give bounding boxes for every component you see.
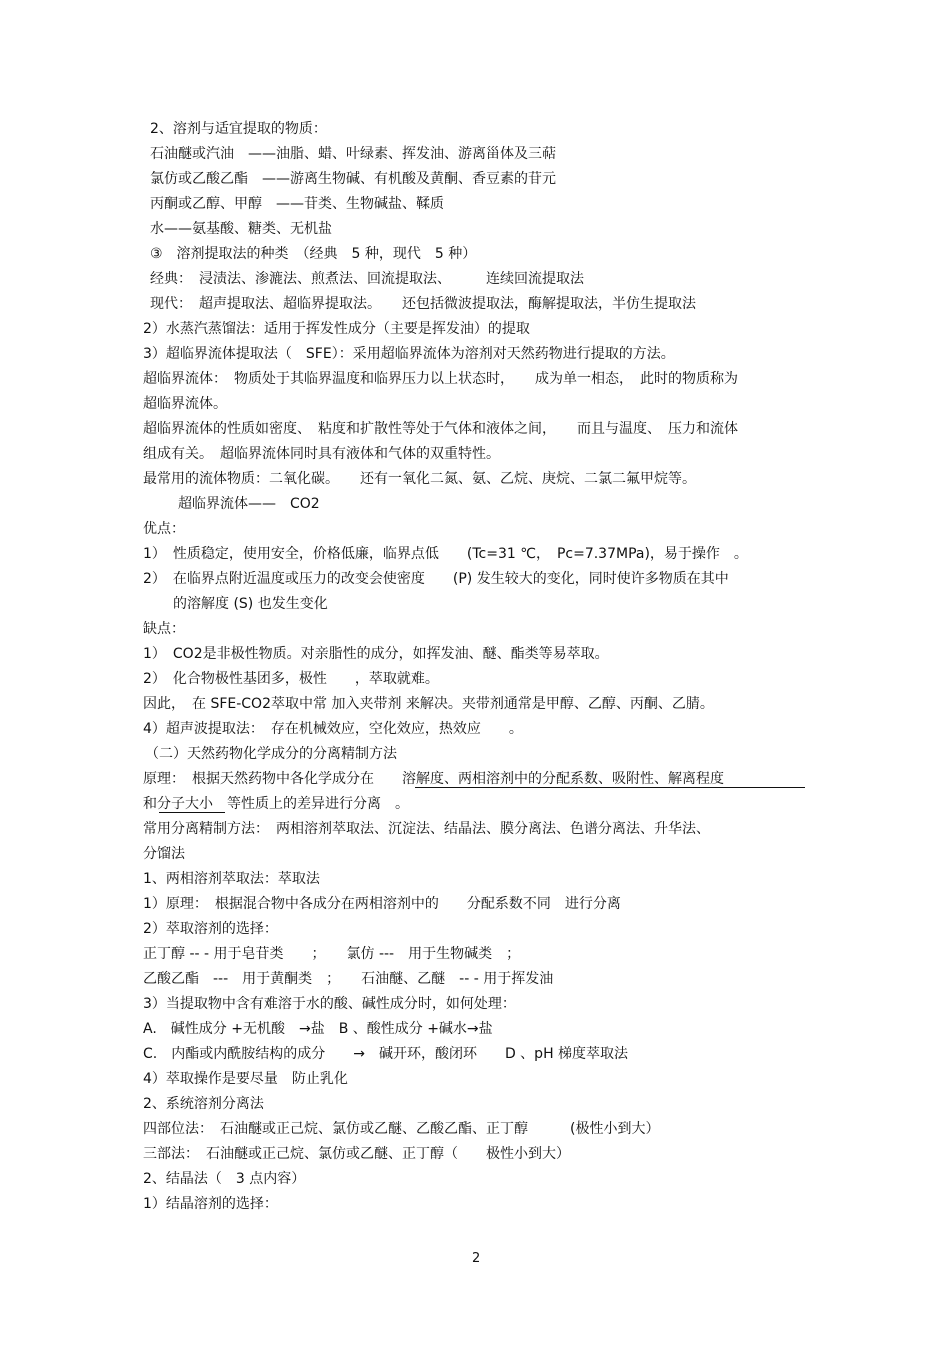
text-line: 1） 性质稳定，使用安全，价格低廉，临界点低 (Tc=31 ℃， Pc=7.37MPa)，易于操作 。	[143, 546, 748, 562]
text-line: 4）萃取操作是要尽量 防止乳化	[143, 1071, 348, 1087]
text-line: 丙酮或乙醇、甲醇 ——苷类、生物碱盐、鞣质	[150, 196, 444, 212]
text-line: 超临界流体： 物质处于其临界温度和临界压力以上状态时， 成为单一相态， 此时的物质称为	[143, 371, 738, 387]
text-line: 组成有关。 超临界流体同时具有液体和气体的双重特性。	[143, 446, 500, 462]
text-line: 正丁醇 -- - 用于皂苷类 ； 氯仿 --- 用于生物碱类 ；	[143, 946, 521, 962]
text-line: 1） CO2是非极性物质。对亲脂性的成分，如挥发油、醚、酯类等易萃取。	[143, 646, 609, 662]
text-line: 优点：	[143, 521, 185, 537]
underline-rule	[159, 812, 225, 813]
text-line: 的溶解度 (S) 也发生变化	[173, 596, 328, 612]
text-line: 3）当提取物中含有难溶于水的酸、碱性成分时，如何处理：	[143, 996, 516, 1012]
text-line: 2、溶剂与适宜提取的物质：	[150, 121, 327, 137]
text-line: ③ 溶剂提取法的种类 （经典 5 种，现代 5 种）	[150, 246, 477, 262]
text-line: 3）超临界流体提取法（ SFE）：采用超临界流体为溶剂对天然药物进行提取的方法。	[143, 346, 675, 362]
text-line: 经典： 浸渍法、渗漉法、煎煮法、回流提取法、 连续回流提取法	[150, 271, 584, 287]
text-line: 缺点：	[143, 621, 185, 637]
text-line: 原理： 根据天然药物中各化学成分在 溶解度、两相溶剂中的分配系数、吸附性、解离程度	[143, 771, 724, 787]
text-line: 乙酸乙酯 --- 用于黄酮类 ； 石油醚、乙醚 -- - 用于挥发油	[143, 971, 554, 987]
section-heading: （二）天然药物化学成分的分离精制方法	[145, 746, 397, 762]
text-line: 三部法： 石油醚或正己烷、氯仿或乙醚、正丁醇（ 极性小到大）	[143, 1146, 570, 1162]
text-line: 2） 在临界点附近温度或压力的改变会使密度 (P) 发生较大的变化，同时使许多物质在其中	[143, 571, 729, 587]
text-line: A. 碱性成分 +无机酸 →盐 B 、酸性成分 +碱水→盐	[143, 1021, 493, 1037]
text-line: 2） 化合物极性基团多，极性 ，萃取就难。	[143, 671, 439, 687]
text-line: 4）超声波提取法： 存在机械效应，空化效应，热效应 。	[143, 721, 523, 737]
text-line: 2、系统溶剂分离法	[143, 1096, 264, 1112]
text-line: 水——氨基酸、糖类、无机盐	[150, 221, 332, 237]
text-line: 四部位法： 石油醚或正己烷、氯仿或乙醚、乙酸乙酯、正丁醇 (极性小到大）	[143, 1121, 660, 1137]
text-line: C. 内酯或内酰胺结构的成分 → 碱开环，酸闭环 D 、pH 梯度萃取法	[143, 1046, 629, 1062]
text-line: 2）水蒸汽蒸馏法：适用于挥发性成分（主要是挥发油）的提取	[143, 321, 530, 337]
text-line: 和分子大小 等性质上的差异进行分离 。	[143, 796, 409, 812]
text-line: 2）萃取溶剂的选择：	[143, 921, 278, 937]
text-line: 超临界流体的性质如密度、 粘度和扩散性等处于气体和液体之间， 而且与温度、 压力和流体	[143, 421, 738, 437]
text-line: 1）结晶溶剂的选择：	[143, 1196, 278, 1212]
text-line: 分馏法	[143, 846, 185, 862]
text-line: 1、两相溶剂萃取法：萃取法	[143, 871, 320, 887]
text-line: 最常用的流体物质：二氧化碳。 还有一氧化二氮、氨、乙烷、庚烷、二氯二氟甲烷等。	[143, 471, 696, 487]
text-line: 因此， 在 SFE-CO2萃取中常 加入夹带剂 来解决。夹带剂通常是甲醇、乙醇、丙酮、乙腈。	[143, 696, 714, 712]
text-line: 超临界流体—— CO2	[178, 496, 320, 512]
text-line: 2、结晶法（ 3 点内容）	[143, 1171, 306, 1187]
text-line: 1）原理： 根据混合物中各成分在两相溶剂中的 分配系数不同 进行分离	[143, 896, 621, 912]
text-line: 常用分离精制方法： 两相溶剂萃取法、沉淀法、结晶法、膜分离法、色谱分离法、升华法、	[143, 821, 710, 837]
underline-rule	[415, 787, 805, 788]
text-line: 超临界流体。	[143, 396, 227, 412]
text-line: 氯仿或乙酸乙酯 ——游离生物碱、有机酸及黄酮、香豆素的苷元	[150, 171, 556, 187]
text-line: 现代： 超声提取法、超临界提取法。 还包括微波提取法，酶解提取法，半仿生提取法	[150, 296, 696, 312]
page-number: 2	[472, 1251, 481, 1266]
text-line: 石油醚或汽油 ——油脂、蜡、叶绿素、挥发油、游离甾体及三萜	[150, 146, 556, 162]
